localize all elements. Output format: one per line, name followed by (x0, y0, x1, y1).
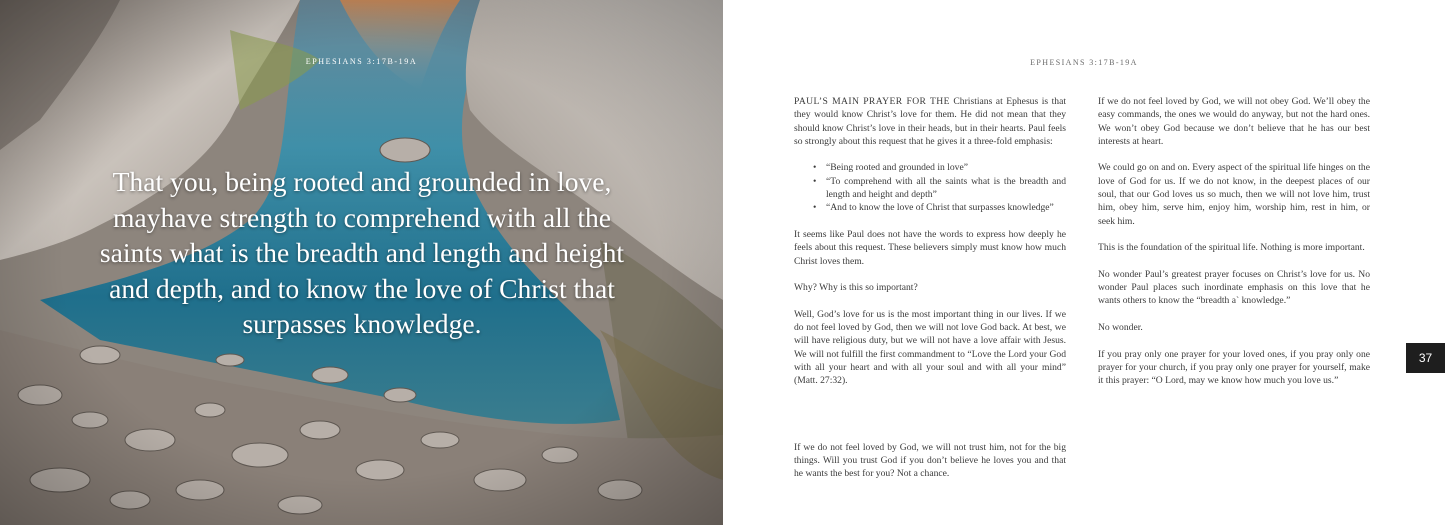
paragraph-text: Christians at Ephesus is that they would know Christ’s love for them. He did not mean that they should know Christ’s love in their heads, but in their hearts. Paul feels so strongly about this request that he gives it a three-fold emphasis: (794, 96, 1066, 147)
page-number: 37 (1406, 343, 1445, 373)
paragraph: Well, God’s love for us is the most important thing in our lives. If we do not feel loved by God, then we will not love God back. At best, we will have religious duty, but we will not have a love affair with Jesus. We will not fulfill the first commandment to “Love the Lord your God with all your heart and with all your soul and with all your mind” (Matt. 27:32). (794, 308, 1066, 387)
lead-in: PAUL’S MAIN PRAYER FOR THE (794, 96, 950, 107)
list-item: • “And to know the love of Christ that surpasses knowledge” (826, 201, 1066, 214)
paragraph: If we do not feel loved by God, we will not obey God. We’ll obey the easy commands, the ones we would do anyway, but not the hard ones. We won’t obey God because we don’t believe that he has our best interests at heart. (1098, 96, 1370, 147)
spacer (794, 401, 1066, 441)
paragraph: This is the foundation of the spiritual life. Nothing is more important. (1098, 242, 1365, 254)
text-column-right (1098, 95, 1370, 401)
text-column-left (794, 95, 1066, 494)
paragraph: No wonder Paul’s greatest prayer focuses on Christ’s love for us. No wonder Paul places such inordinate emphasis on this love that he wants others to know the “breadth a` knowledge.” (1098, 268, 1370, 307)
paragraph: If you pray only one prayer for your loved ones, if you pray only one prayer for your church, if you pray only one prayer for yourself, make it this prayer: “O Lord, may we know how much you love us.” (1098, 348, 1370, 387)
paragraph (794, 95, 1066, 148)
paragraph: No wonder. (1098, 322, 1143, 334)
running-header: EPHESIANS 3:17B-19A (1030, 58, 1138, 67)
bullet-list (794, 161, 1066, 214)
list-item: • “To comprehend with all the saints what is the breadth and length and height and depth” (826, 175, 1066, 202)
text-page (723, 0, 1445, 525)
running-header: EPHESIANS 3:17B-19A (305, 57, 418, 66)
paragraph: It seems like Paul does not have the words to express how deeply he feels about this request. These believers simply must know how much Christ loves them. (794, 228, 1066, 267)
paragraph: We could go on and on. Every aspect of the spiritual life hinges on the love of God for us. If we do not know, in the deepest places of our soul, that our God loves us so much, then we will not love him, trust him, obey him, serve him, enjoy him, worship him, rest in him, or seek him. (1098, 162, 1370, 227)
paragraph: If we do not feel loved by God, we will not trust him, not for the big things. Will you trust God if you don’t believe he loves you and that he wants the best for you? Not a chance. (794, 441, 1066, 480)
list-item: • “Being rooted and grounded in love” (826, 161, 1066, 174)
paragraph: Why? Why is this so important? (794, 282, 918, 294)
scripture-quote: That you, being rooted and grounded in love, mayhave strength to comprehend with all the saints what is the breadth and length and height and depth, and to know the love of Christ that surpasses knowledge. (99, 166, 625, 339)
